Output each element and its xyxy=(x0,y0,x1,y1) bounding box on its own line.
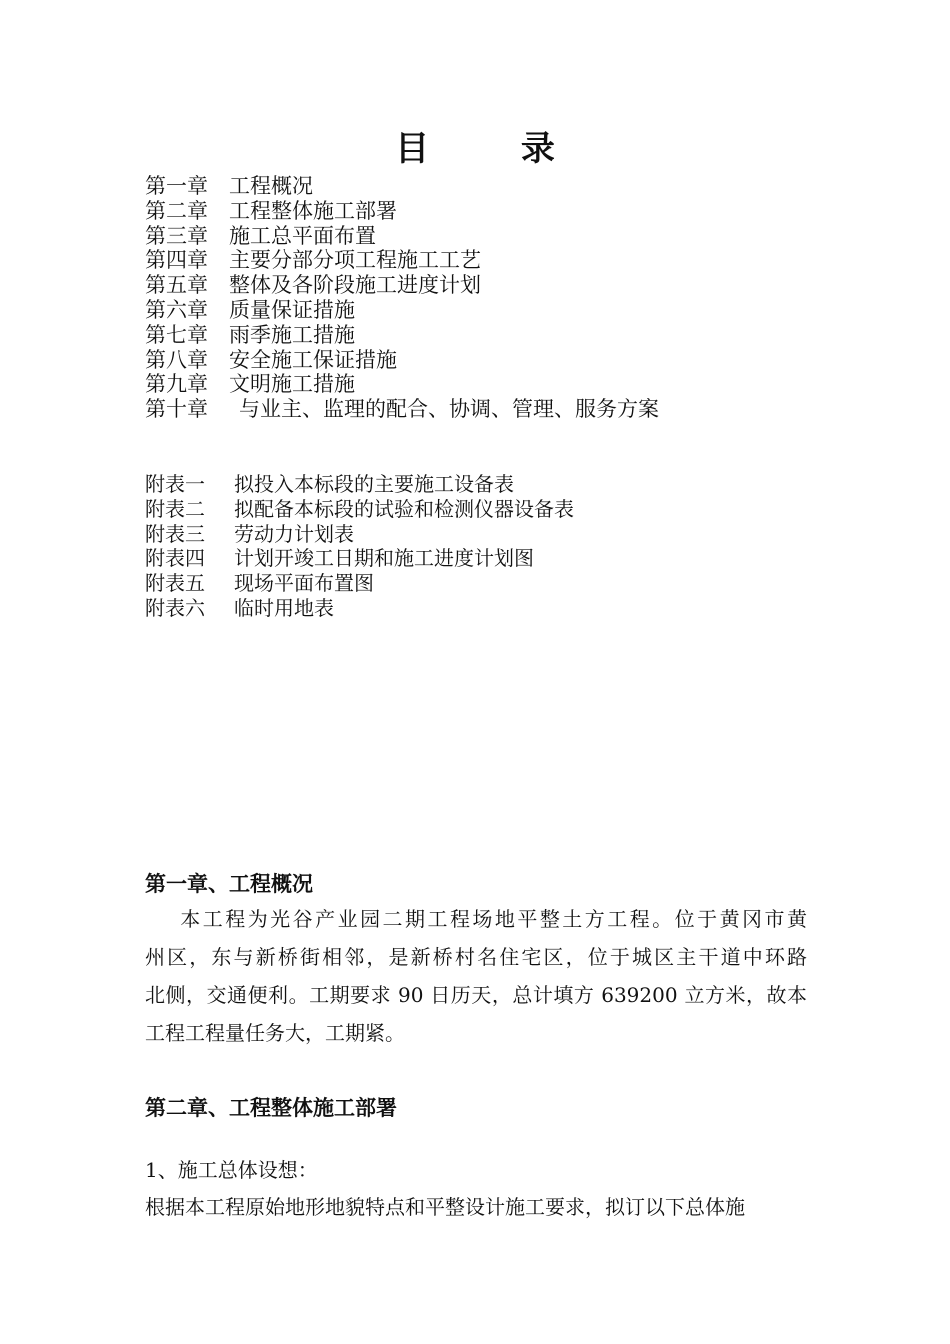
toc-item xyxy=(145,199,659,224)
annex-item xyxy=(145,472,574,497)
annex-item-title: 计划开竣工日期和施工进度计划图 xyxy=(234,546,534,571)
toc-chapter-list xyxy=(145,174,659,422)
annex-item xyxy=(145,497,574,522)
chapter2-subheading: 1、施工总体设想： xyxy=(145,1158,318,1182)
annex-item xyxy=(145,546,574,571)
toc-item xyxy=(145,174,659,199)
paragraph-line: 州区，东与新桥街相邻，是新桥村名住宅区，位于城区主干道中环路 xyxy=(145,945,807,969)
annex-item xyxy=(145,571,574,596)
toc-item-title: 施工总平面布置 xyxy=(229,223,376,248)
annex-item-number: 附表二 xyxy=(145,496,205,521)
annex-item xyxy=(145,522,574,547)
toc-item xyxy=(145,248,659,273)
annex-item-number: 附表四 xyxy=(145,546,205,571)
toc-item-title: 安全施工保证措施 xyxy=(229,347,397,372)
toc-item xyxy=(145,298,659,323)
annex-item-title: 拟配备本标段的试验和检测仪器设备表 xyxy=(234,496,574,521)
toc-item xyxy=(145,348,659,373)
chapter1-heading: 第一章、工程概况 xyxy=(145,872,313,896)
toc-item-number: 第七章 xyxy=(145,322,208,347)
chapter2-heading: 第二章、工程整体施工部署 xyxy=(145,1096,397,1120)
chapter2-paragraph-line: 根据本工程原始地形地貌特点和平整设计施工要求，拟订以下总体施 xyxy=(145,1195,745,1219)
annex-item-number: 附表三 xyxy=(145,521,205,546)
annex-item-title: 现场平面布置图 xyxy=(234,571,374,596)
annex-item-title: 拟投入本标段的主要施工设备表 xyxy=(234,472,514,496)
annex-item-title: 劳动力计划表 xyxy=(234,521,354,546)
toc-item xyxy=(145,372,659,397)
toc-title: 目 录 xyxy=(395,129,595,169)
paragraph-line: 北侧，交通便利。工期要求 90 日历天，总计填方 639200 立方米，故本 xyxy=(145,983,807,1007)
toc-item-title: 工程概况 xyxy=(229,174,313,198)
toc-item-number: 第四章 xyxy=(145,248,208,273)
paragraph-line: 本工程为光谷产业园二期工程场地平整土方工程。位于黄冈市黄 xyxy=(145,907,807,931)
toc-item xyxy=(145,224,659,249)
toc-item-number: 第一章 xyxy=(145,174,208,198)
paragraph-line: 工程工程量任务大，工期紧。 xyxy=(145,1021,405,1045)
toc-item xyxy=(145,273,659,298)
toc-item-title: 质量保证措施 xyxy=(229,297,355,322)
toc-item-number: 第三章 xyxy=(145,223,208,248)
chapter1-paragraph xyxy=(145,900,807,1052)
toc-item-number: 第十章 xyxy=(145,397,208,422)
toc-item-number: 第二章 xyxy=(145,198,208,223)
toc-item xyxy=(145,397,659,422)
annex-item-title: 临时用地表 xyxy=(234,595,334,620)
toc-annex-list xyxy=(145,472,574,621)
toc-item-title: 工程整体施工部署 xyxy=(229,198,397,223)
toc-item-number: 第五章 xyxy=(145,273,208,298)
toc-item-number: 第八章 xyxy=(145,347,208,372)
toc-item-number: 第九章 xyxy=(145,372,208,397)
annex-item-number: 附表五 xyxy=(145,571,205,596)
toc-item xyxy=(145,323,659,348)
toc-item-title: 主要分部分项工程施工工艺 xyxy=(229,248,481,273)
annex-item-number: 附表一 xyxy=(145,472,205,496)
toc-item-number: 第六章 xyxy=(145,297,208,322)
toc-item-title: 整体及各阶段施工进度计划 xyxy=(229,273,481,298)
toc-item-title: 雨季施工措施 xyxy=(229,322,355,347)
annex-item xyxy=(145,596,574,621)
annex-item-number: 附表六 xyxy=(145,595,205,620)
toc-item-title: 与业主、监理的配合、协调、管理、服务方案 xyxy=(239,397,659,422)
toc-item-title: 文明施工措施 xyxy=(229,372,355,397)
